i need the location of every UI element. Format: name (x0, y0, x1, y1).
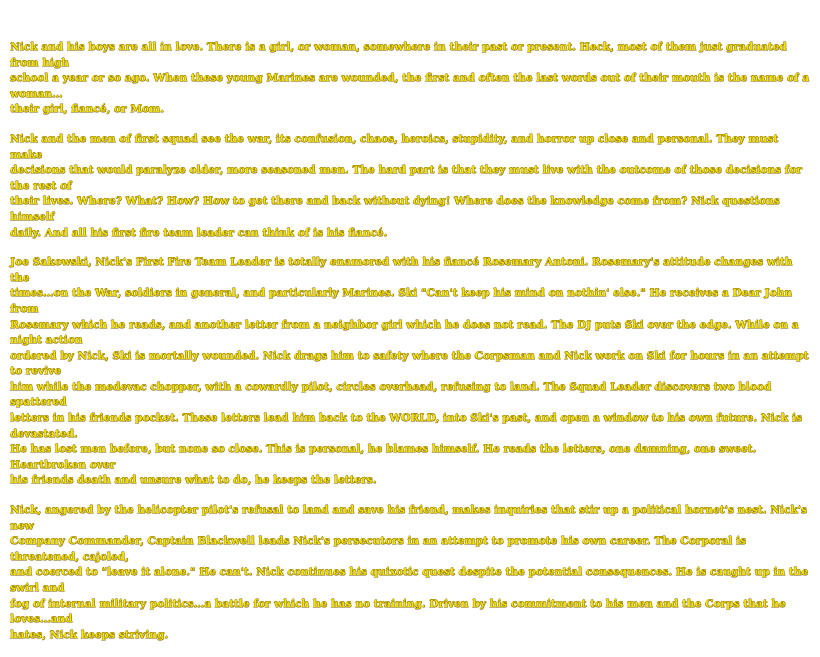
document-body (10, 40, 810, 657)
paragraph-3: Joe Sakowski, Nick's First Fire Team Leader is totally enamored with his fiancé Rosemary Antoni. Rosemary's attitude changes with the times…on the War, soldiers in general, and particularly Marines. Ski "Can't keep his mind on nothin' else." He receives a Dear John from Rosemary which he reads, and another letter from a neighbor girl which he does not read. The DJ puts Ski over the edge. While on a night action ordered by Nick, Ski is mortally wounded. Nick drags him to safety where the Corpsman and Nick work on Ski for hours in an attempt to revive him while the medevac chopper, with a cowardly pilot, circles overhead, refusing to land. The Squad Leader discovers two blood spattered letters in his friends pocket. These letters lead him back to the WORLD, into Ski's past, and open a window to his own future. Nick is devastated. He has lost men before, but none so close. This is personal, he blames himself. He reads the letters, one damning, one sweet. Heartbroken over his friends death and unsure what to do, he keeps the letters. (10, 256, 809, 487)
paragraph-4: Nick, angered by the helicopter pilot's refusal to land and save his friend, makes inquiries that stir up a political hornet's nest. Nick's new Company Commander, Captain Blackwell leads Nick's persecutors in an attempt to promote his own career. The Corporal is threatened, cajoled, and coerced to "leave it alone." He can't. Nick continues his quixotic quest despite the potential consequences. He is caught up in the swirl and fog of internal military politics…a battle for which he has no training. Driven by his commitment to his men and the Corps that he loves…and hates, Nick keeps striving. (10, 504, 809, 641)
paragraph-2: Nick and the men of first squad see the war, its confusion, chaos, heroics, stupidity, and horror up close and personal. They must make decisions that would paralyze older, more seasoned men. The hard part is that they must live with the outcome of those decisions for the rest of their lives. Where? What? How? How to get there and back without dying! Where does the knowledge come from? Nick questions himself daily. And all his first fire team leader can think of is his fiancé. (10, 132, 802, 239)
paragraph-1: Nick and his boys are all in love. There is a girl, or woman, somewhere in their past or present. Heck, most of them just graduated from high school a year or so ago. When these young Marines are wounded, the first and often the last words out of their mouth is the name of a woman… their girl, fiancé, or Mom. (10, 41, 810, 116)
